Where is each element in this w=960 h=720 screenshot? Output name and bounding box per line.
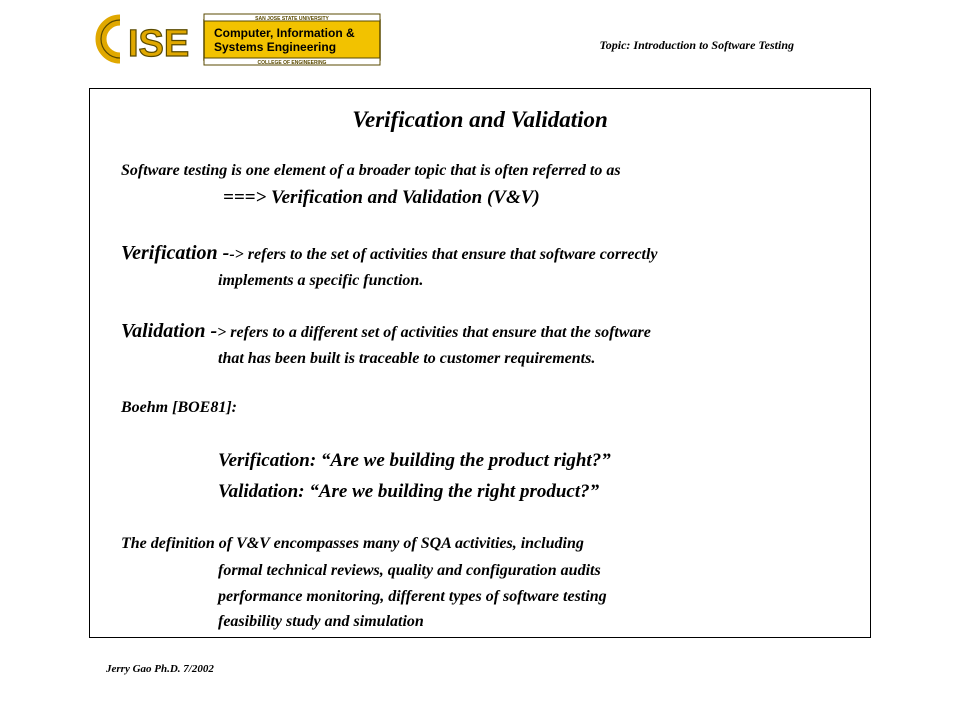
validation-definition-text: > refers to a different set of activities that ensure that the software [217, 324, 651, 341]
boehm-label: Boehm [BOE81]: [121, 399, 237, 416]
definition-line-1: The definition of V&V encompasses many of SQA activities, including [121, 535, 584, 552]
validation-term: Validation - [121, 320, 218, 342]
slide-content-box [89, 88, 871, 638]
validation-quote: Validation: “Are we building the right product?” [218, 481, 600, 502]
logo-c-shape [101, 20, 120, 58]
topic-label: Topic: Introduction to Software Testing [599, 38, 794, 52]
logo-college: COLLEGE OF ENGINEERING [257, 60, 327, 66]
definition-line-3: performance monitoring, different types of software testing [218, 588, 607, 605]
definition-line-4: feasibility study and simulation [218, 613, 424, 630]
verification-definition-text: -> refers to the set of activities that ensure that software correctly [229, 246, 658, 263]
verification-definition-line-2: implements a specific function. [218, 272, 424, 289]
validation-definition-line-1 [121, 320, 651, 343]
cise-logo-graphic [88, 12, 382, 66]
author-footer: Jerry Gao Ph.D. 7/2002 [106, 663, 214, 675]
logo-letters: ISE [128, 23, 190, 65]
intro-line-2: ===> Verification and Validation (V&V) [223, 187, 540, 208]
verification-term: Verification - [121, 242, 230, 264]
verification-definition-line-1 [121, 242, 658, 265]
verification-quote: Verification: “Are we building the product right?” [218, 450, 611, 471]
logo-department-line1: Computer, Information & [214, 26, 355, 40]
slide-title: Verification and Validation [352, 107, 608, 132]
intro-line-1: Software testing is one element of a broader topic that is often referred to as [121, 162, 621, 179]
definition-line-2: formal technical reviews, quality and configuration audits [218, 562, 601, 579]
logo-department-line2: Systems Engineering [214, 40, 337, 54]
validation-definition-line-2: that has been built is traceable to customer requirements. [218, 350, 596, 367]
logo-university: SAN JOSE STATE UNIVERSITY [255, 16, 329, 22]
cise-logo [88, 12, 382, 66]
